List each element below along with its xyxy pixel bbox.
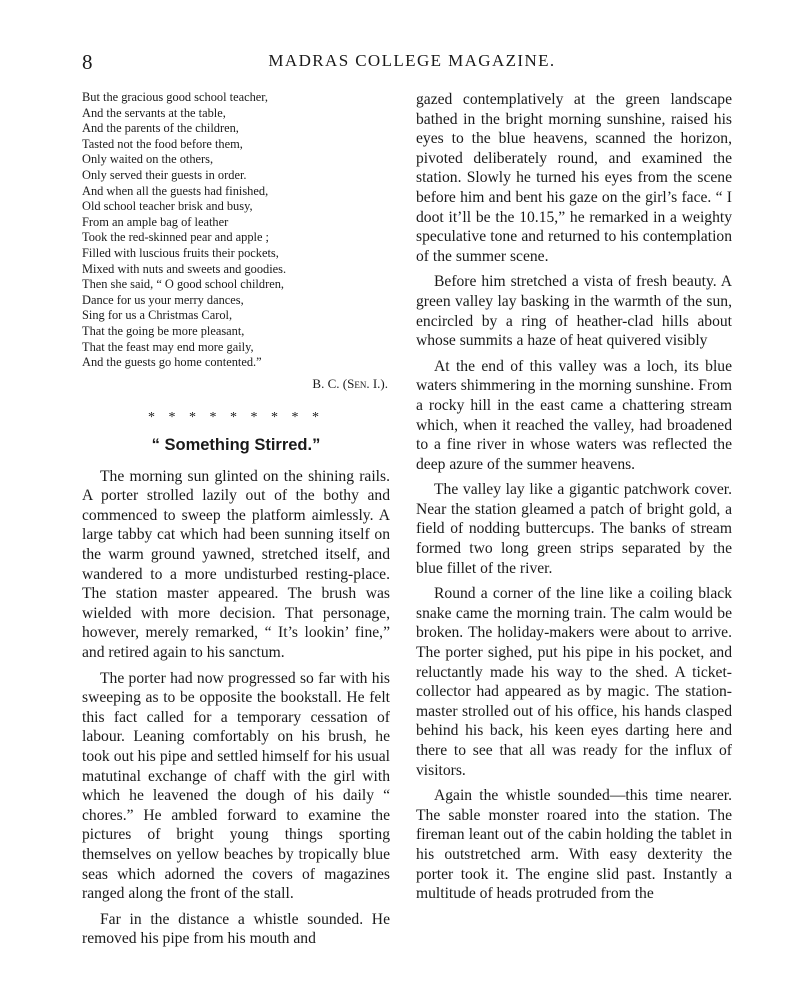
poem-line: Only served their guests in order.: [82, 167, 247, 182]
poem-line: Filled with luscious fruits their pockets,: [82, 245, 279, 260]
poem-line: And the guests go home contented.”: [82, 355, 262, 370]
signature-class: Sen. I.: [347, 375, 381, 391]
poem-line: And the parents of the children,: [82, 121, 239, 136]
signature-initials: B. C. (: [312, 375, 348, 391]
story-paragraph: The porter had now progressed so far with his sweeping as to be opposite the bookstall. He felt this fact called for a temporary cessation of labour. Leaning comfortably on his brush, he took out his pipe and settled himself for his usual matutinal exchange of chaff with the girl with which he leavened the dough of his daily “ chores.” He ambled forward to examine the pictures of bright young things sporting themselves on yellow beaches by tropically blue seas which adorned the covers of magazines ranged along the front of the stall.: [82, 669, 390, 903]
poem-line: But the gracious good school teacher,: [82, 90, 268, 104]
poem-line: That the going be more pleasant,: [82, 323, 245, 338]
poem-line: Then she said, “ O good school children,: [82, 277, 284, 292]
poem-line: Old school teacher brisk and busy,: [82, 199, 253, 214]
story-paragraph: Far in the distance a whistle sounded. He removed his pipe from his mouth and: [82, 910, 390, 948]
story-paragraph: Again the whistle sounded—this time nearer. The sable monster roared into the station. The fireman leant out of the cabin holding the tablet in his outstretched arm. With easy dexterity the porter took it. The engine slid past. Instantly a multitude of heads protruded from the: [416, 787, 732, 903]
poem-line: Took the red-skinned pear and apple ;: [82, 230, 269, 245]
page-number: 8: [82, 50, 93, 74]
poem-line: That the feast may end more gaily,: [82, 339, 254, 354]
poem-line: Only waited on the others,: [82, 152, 214, 167]
story-paragraph: The morning sun glinted on the shining rails. A porter strolled lazily out of the bothy and commenced to sweep the platform aimlessly. A large tabby cat which had been sunning itself on the warm ground yawned, stretched itself, and wandered to a more undisturbed resting-place. The station master appeared. The brush was wielded with more decision. That personage, however, merely remarked, “ It’s lookin’ fine,” and retired again to his sanctum.: [82, 467, 390, 662]
section-divider: * * * * * * * * *: [148, 409, 324, 425]
page-header: [82, 50, 742, 74]
poem-line: Tasted not the food before them,: [82, 136, 243, 151]
story-paragraph-continued: gazed contemplatively at the green landscape bathed in the bright morning sunshine, raised his eyes to the blue heavens, scanned the horizon, pivoted deliberately round, and examined the station. Slowly he turned his eyes from the scene before him and bent his gaze on the girl’s face. “ I doot it’ll be the 10.15,” he remarked in a weighty speculative tone and returned to his contemplation of the summer scene.: [416, 91, 732, 265]
poem-line: And the servants at the table,: [82, 105, 226, 120]
poem-line: Dance for us your merry dances,: [82, 292, 244, 307]
poem-line: And when all the guests had finished,: [82, 183, 269, 198]
poem: [82, 90, 390, 371]
poem-line: From an ample bag of leather: [82, 214, 229, 229]
right-column: [416, 90, 732, 910]
story-title: “ Something Stirred.”: [151, 435, 321, 454]
poem-signature: [82, 376, 388, 392]
signature-close: ).: [380, 375, 388, 391]
story-paragraph: The valley lay like a gigantic patchwork cover. Near the station gleamed a patch of bright gold, a field of nodding buttercups. The banks of stream formed two long green strips separated by the blue fillet of the river.: [416, 481, 732, 577]
running-title: MADRAS COLLEGE MAGAZINE.: [268, 51, 556, 70]
story-paragraph: Round a corner of the line like a coiling black snake came the morning train. The calm would be broken. The holiday-makers were about to arrive. The porter sighed, put his pipe in his pocket, and reluctantly made his way to the shed. A ticket-collector had appeared as by magic. The station-master strolled out of his office, his hands clasped behind his back, his keen eyes darting here and there to see that all was ready for the influx of visitors.: [416, 585, 732, 779]
poem-line: Mixed with nuts and sweets and goodies.: [82, 261, 287, 276]
left-column: [82, 90, 390, 955]
story-paragraph: Before him stretched a vista of fresh beauty. A green valley lay basking in the warmth of the sun, encircled by a ring of heather-clad hills about whose summits a haze of heat quivered visibly: [416, 273, 732, 350]
poem-line: Sing for us a Christmas Carol,: [82, 308, 233, 323]
story-paragraph: At the end of this valley was a loch, its blue waters shimmering in the morning sunshine. From a rocky hill in the east came a chattering stream which, when it reached the valley, had broadened to a fine river in whose waters was reflected the deep azure of the summer heavens.: [416, 357, 732, 473]
